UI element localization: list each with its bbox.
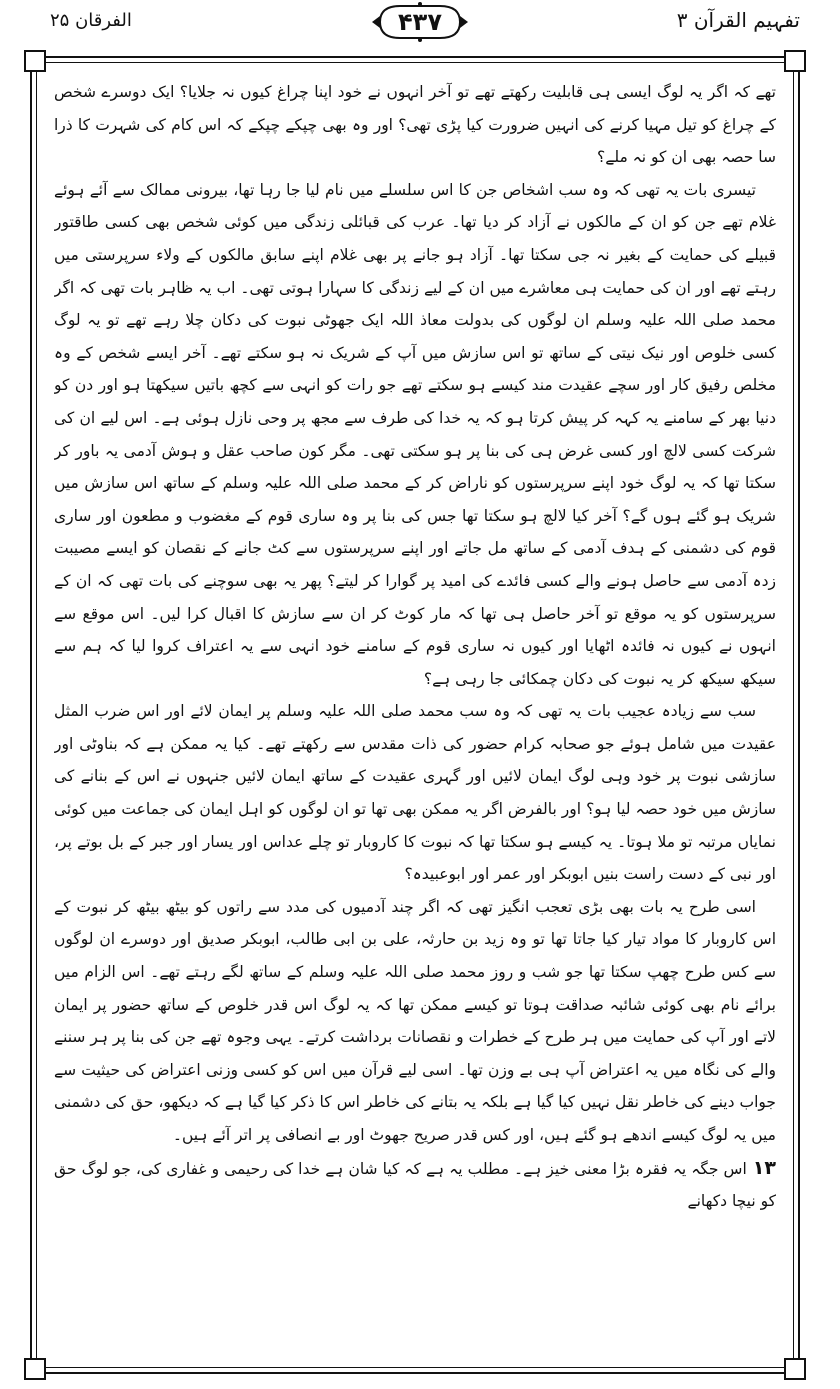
corner-ornament-icon	[24, 50, 46, 72]
surah-name: الفرقان ۲۵	[50, 10, 132, 31]
footnote	[54, 1152, 776, 1218]
corner-ornament-icon	[784, 1358, 806, 1380]
paragraph: تھے کہ اگر یہ لوگ ایسی ہی قابلیت رکھتے تھے تو آخر انہوں نے خود اپنا چراغ کیوں نہ جلایا؟ ایک دوسرے شخص کے چراغ کو تیل مہیا کرنے کی انہیں ضرورت کیا پڑی تھی؟ اور وہ بھی چپکے چپکے کہ اس کام کی شہرت کا ذرا سا حصہ بھی ان کو نہ ملے؟	[54, 83, 776, 167]
page-number: ۴۳۷	[398, 8, 442, 36]
footnote-number: ۱۳	[752, 1156, 776, 1179]
page-border-frame	[30, 56, 800, 1374]
corner-ornament-icon	[24, 1358, 46, 1380]
page-header	[30, 2, 810, 50]
book-title: تفہیم القرآن ۳	[676, 8, 800, 32]
footnote-text: اس جگہ یہ فقرہ بڑا معنی خیز ہے۔ مطلب یہ ہے کہ کیا شان ہے خدا کی رحیمی و غفاری کی، جو لوگ حق کو نیچا دکھانے	[54, 1159, 776, 1211]
paragraph: تیسری بات یہ تھی کہ وہ سب اشخاص جن کا اس سلسلے میں نام لیا جا رہا تھا، بیرونی ممالک سے آئے ہوئے غلام تھے جن کو ان کے مالکوں نے آزاد کر دیا تھا۔ عرب کی قبائلی زندگی میں کوئی شخص بھی کسی طاقتور قبیلے کی حمایت کے بغیر نہ جی سکتا تھا۔ آزاد ہو جانے پر بھی غلام اپنے سابق مالکوں کے ولاء سرپرستی میں رہتے تھے اور ان کی حمایت ہی معاشرے میں ان کے لیے زندگی کا سہارا ہوتی تھی۔ اب یہ ظاہر بات تھی کہ اگر محمد صلی اللہ علیہ وسلم ان لوگوں کی بدولت معاذ اللہ ایک جھوٹی نبوت کی دکان چلا رہے تھے تو یہ لوگ کسی خلوص اور نیک نیتی کے ساتھ تو اس سازش میں آپ کے شریک نہ ہو سکتے تھے۔ آخر ایسے شخص کے وہ مخلص رفیق کار اور سچے عقیدت مند کیسے ہو سکتے تھے جو رات کو انہی سے کچھ باتیں سیکھتا ہو اور دن کو دنیا بھر کے سامنے یہ کہہ کر پیش کرتا ہو کہ یہ خدا کی طرف سے مجھ پر وحی نازل ہوئی ہے۔ اس لیے ان کی شرکت کسی لالچ اور کسی غرض ہی کی بنا پر ہو سکتی تھی۔ مگر کون صاحب عقل و ہوش آدمی یہ باور کر سکتا تھا کہ یہ لوگ خود اپنے سرپرستوں کو ناراض کر کے محمد صلی اللہ علیہ وسلم کے ساتھ اس سازش میں شریک ہو گئے ہوں گے؟ آخر کیا لالچ ہو سکتا تھا جس کی بنا پر وہ ساری قوم کے مغضوب و مطعون اور ساری قوم کی دشمنی کے ہدف آدمی کے ساتھ مل جاتے اور اپنے سرپرستوں سے کٹ جانے کے نقصان کو ایسے مصیبت زدہ آدمی سے حاصل ہونے والے کسی فائدے کی امید پر گوارا کر لیتے؟ پھر یہ بھی سوچنے کی بات تھی کہ ان کے سرپرستوں کو یہ موقع تو آخر حاصل ہی تھا کہ مار کوٹ کر ان سے سازش کا اقبال کرا لیں۔ اس موقع سے انہوں نے کیوں نہ فائدہ اٹھایا اور کیوں نہ ساری قوم کے سامنے خود انہی سے یہ اعتراف کروا لیا کہ ہم سے سیکھ سیکھ کر یہ نبوت کی دکان چمکائی جا رہی ہے؟	[54, 180, 776, 688]
paragraph: اسی طرح یہ بات بھی بڑی تعجب انگیز تھی کہ اگر چند آدمیوں کی مدد سے راتوں کو بیٹھ بیٹھ کر نبوت کے اس کاروبار کا مواد تیار کیا جاتا تھا تو وہ زید بن حارثہ، علی بن ابی طالب، ابوبکر صدیق اور دوسرے ان لوگوں سے کس طرح چھپ سکتا تھا جو شب و روز محمد صلی اللہ علیہ وسلم کے ساتھ لگے رہتے تھے۔ اس الزام میں برائے نام بھی کوئی شائبہ صداقت ہوتا تو کیسے ممکن تھا کہ یہ لوگ اس قدر خلوص کے ساتھ حضور پر ایمان لاتے اور آپ کی حمایت میں ہر طرح کے خطرات و نقصانات برداشت کرتے۔ یہی وجوہ تھے جن کی بنا پر ہر سننے والے کی نگاہ میں یہ اعتراض آپ ہی بے وزن تھا۔ اسی لیے قرآن میں اس کو کسی وزنی اعتراض کی حیثیت سے جواب دینے کی خاطر نقل نہیں کیا گیا ہے بلکہ یہ بتانے کی خاطر اس کا ذکر کیا گیا ہے کہ دیکھو، حق کی دشمنی میں یہ لوگ کیسے اندھے ہو گئے ہیں، اور کس قدر صریح جھوٹ اور بے انصافی پر اتر آئے ہیں۔	[54, 897, 776, 1144]
body-text	[54, 76, 776, 1356]
paragraph: سب سے زیادہ عجیب بات یہ تھی کہ وہ سب محمد صلی اللہ علیہ وسلم پر ایمان لائے اور اس ضرب المثل عقیدت میں شامل ہوئے جو صحابہ کرام حضور کی ذات مقدس سے رکھتے تھے۔ کیا یہ ممکن ہے کہ بناوٹی اور سازشی نبوت پر خود وہی لوگ ایمان لائیں اور گہری عقیدت کے ساتھ ایمان لائیں جنہوں نے اس کے بنانے کی سازش میں خود حصہ لیا ہو؟ اور بالفرض اگر یہ ممکن بھی تھا تو ان لوگوں کو اہل ایمان کی جماعت میں کوئی نمایاں مرتبہ تو ملا ہوتا۔ یہ کیسے ہو سکتا تھا کہ نبوت کا کاروبار تو چلے عداس اور یسار اور جبر کے بل بوتے پر، اور نبی کے دست راست بنیں ابوبکر اور عمر اور ابوعبیدہ؟	[54, 702, 776, 884]
page-number-ornament	[370, 2, 470, 42]
corner-ornament-icon	[784, 50, 806, 72]
